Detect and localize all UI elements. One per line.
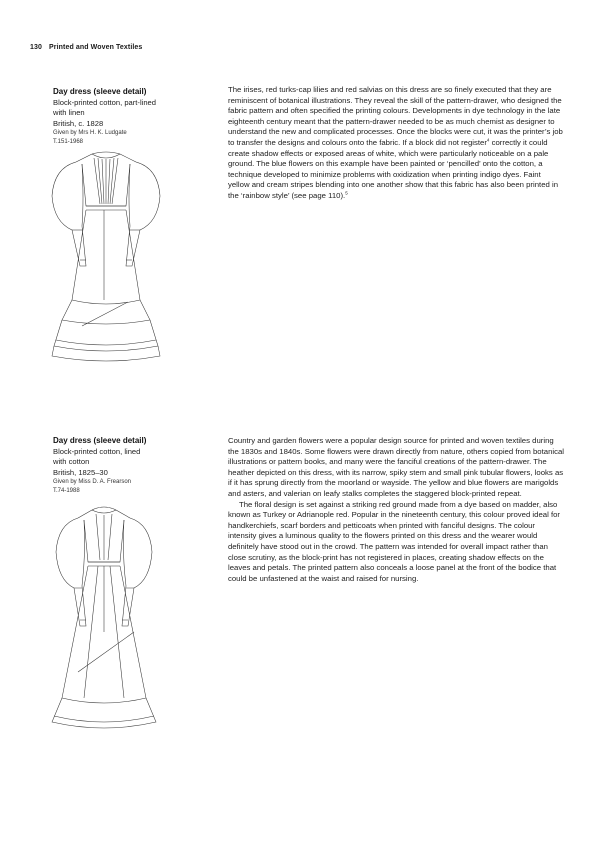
- entry-description-line-2: with cotton: [53, 457, 90, 466]
- running-title: Printed and Woven Textiles: [49, 44, 143, 51]
- caption-entry-2: [53, 436, 213, 495]
- paragraph: Country and garden flowers were a popular design source for printed and woven textiles during the 1830s and 1840s. Some flowers were drawn directly from nature, others copied from botanical illustrations or pattern books, and many were the fanciful creations of the pattern-drawer. The heather depicted on this dress, with its narrow, spiky stem and small pink tubular flowers, looks as if it has sprung directly from the moorland or wayside. The yellow and blue flowers are marigolds and asters, and valerian on leafy stalks completes the staggered block-printed repeat.: [228, 436, 565, 498]
- entry-description-line-1: Block-printed cotton, lined: [53, 446, 141, 456]
- dress-line-drawing-1: [42, 150, 172, 382]
- footnote-marker: 5: [345, 190, 348, 196]
- entry-credit: Given by Miss D. A. Frearson: [53, 479, 132, 485]
- dress-line-drawing-2: [40, 502, 168, 738]
- entry-accession: T.74-1988: [53, 487, 80, 494]
- entry-title: Day dress (sleeve detail): [53, 436, 147, 445]
- paragraph: The irises, red turks-cap lilies and red salvias on this dress are so finely executed that they are reminiscent of botanical illustrations. They reveal the skill of the pattern-drawer, who designed the fabric pattern and often specified the printing colours. Developments in dye technology in the late eighteenth century meant that the pattern-drawer needed to be as much chemist as designer to understand the new and complicated processes. Once the blocks were cut, it was the printer’s job to transfer the designs and colours onto the fabric. If a block did not register$^4$ correctly it could create shadow effects or exposed areas of white, which were particularly noticeable on a pale ground. The blue flowers on this example have been painted or ‘pencilled’ onto the cotton, a technique developed to minimize problems with oxidization when printing indigo dyes. Faint yellow and cream stripes blending into one another show that this fabric has also been printed in the ‘rainbow style’ (see page 110).$^5$: [228, 85, 563, 200]
- body-text-entry-2: [228, 436, 564, 584]
- entry-credit: Given by Mrs H. K. Ludgate: [53, 130, 127, 136]
- caption-entry-1: [53, 87, 213, 146]
- page-number: 130: [30, 44, 42, 51]
- paragraph: The floral design is set against a striking red ground made from a dye based on madder, also known as Turkey or Adrianople red. Popular in the nineteenth century, this colour proved ideal for handkerchiefs, scarf borders and petticoats when printed with fanciful designs. The colour intensity gives a luminous quality to the flowers printed on this dress and the wearer would definitely have stood out in the crowd. The pattern was intended for overall impact rather than close scrutiny, as the block-print has not registered in places, creating shadow effects on the leaves and petals. The printed pattern also conceals a loose panel at the front of the bodice that could be unfastened at the waist and raised for nursing.: [228, 499, 561, 583]
- dress-illustration: [42, 150, 172, 382]
- body-text-entry-1: [228, 85, 564, 202]
- entry-description-line-2: with linen: [53, 108, 85, 117]
- entry-description-line-1: Block-printed cotton, part-lined: [53, 97, 156, 107]
- footnote-marker: 4: [486, 137, 490, 143]
- entry-origin: British, 1825–30: [53, 467, 108, 477]
- entry-origin: British, c. 1828: [53, 118, 104, 128]
- entry-accession: T.151-1968: [53, 138, 84, 145]
- dress-illustration: [40, 502, 168, 738]
- entry-title: Day dress (sleeve detail): [53, 87, 147, 96]
- running-header: [30, 44, 142, 51]
